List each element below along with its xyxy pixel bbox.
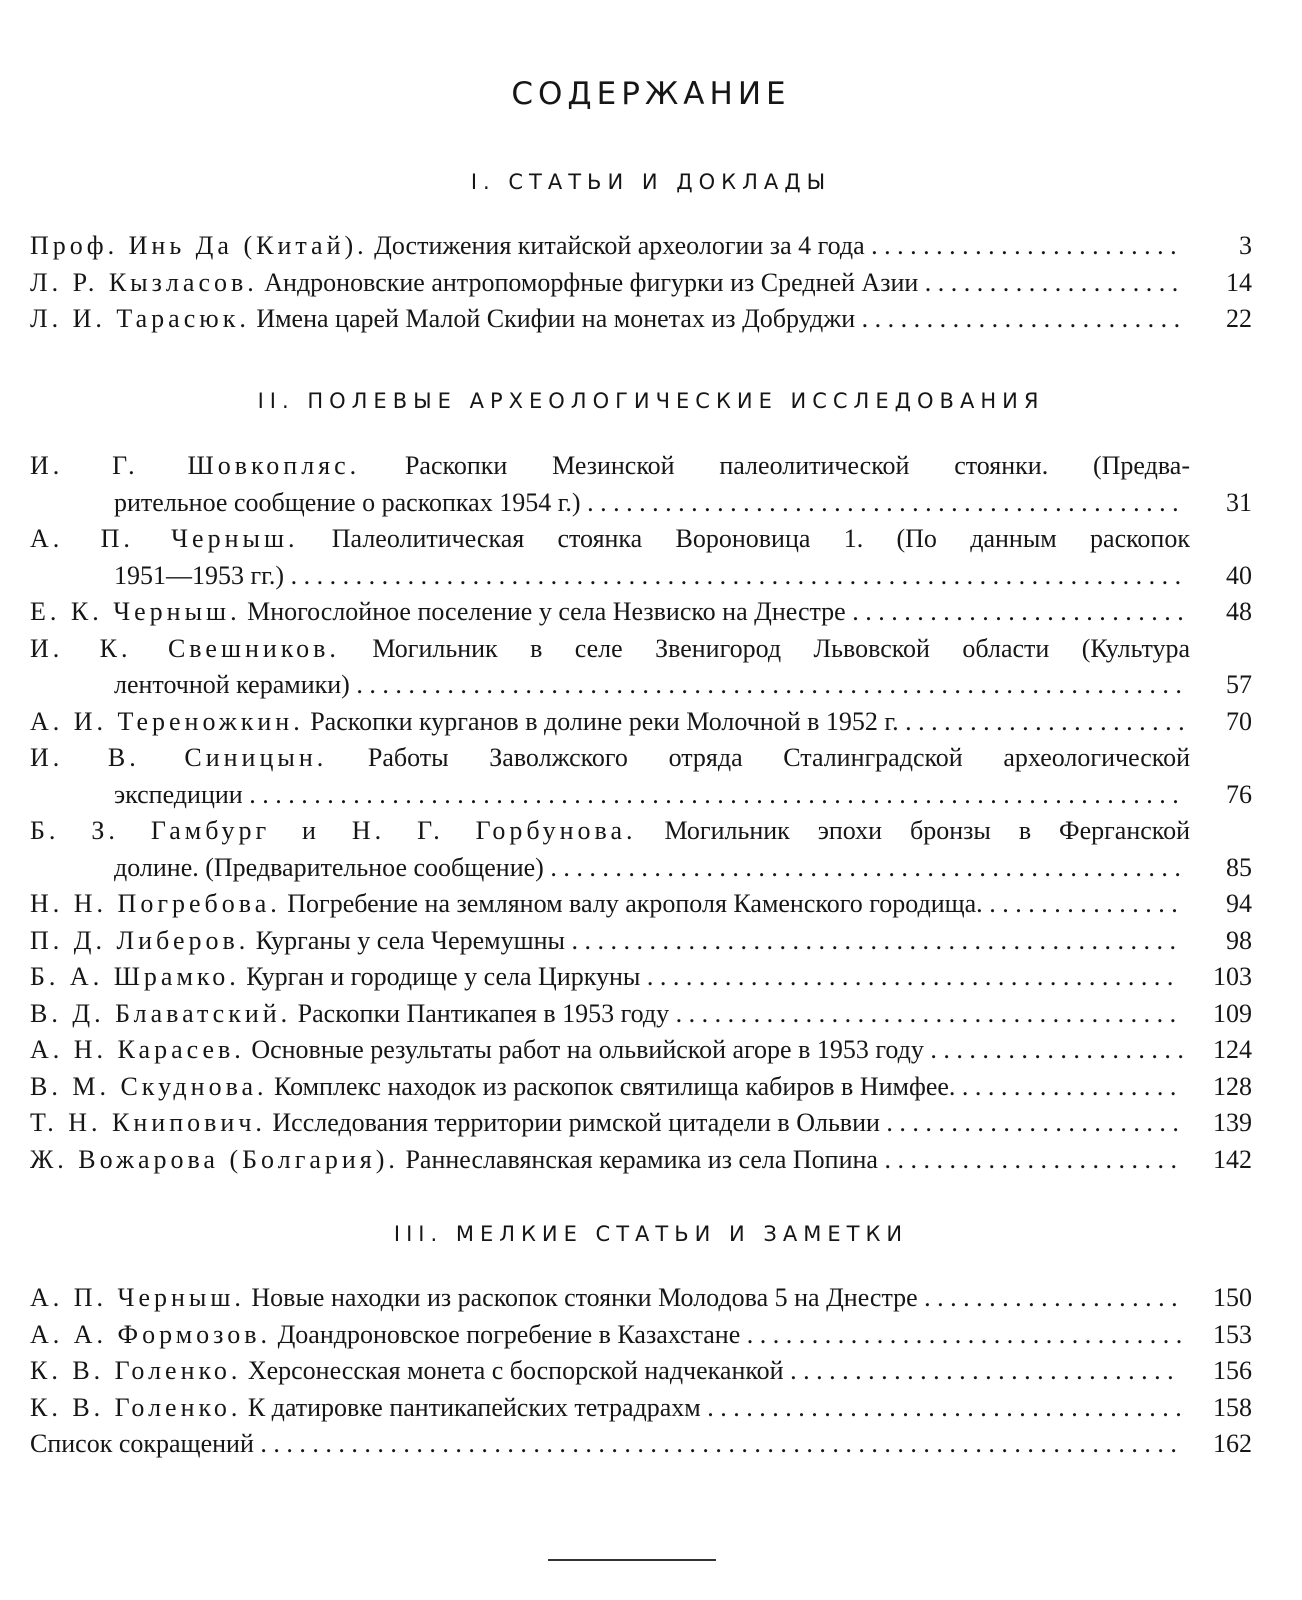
page-number: 128 [1213,1071,1252,1101]
entry-title: рительное сообщение о раскопках 1954 г.) [114,487,581,517]
toc-entry[interactable] [30,813,1252,886]
toc-entry[interactable] [30,1317,1252,1354]
entry-title: Погребение на земляном валу акрополя Каменского городища. [287,889,983,918]
page-number: 139 [1213,1108,1252,1137]
entry-title: Работы Заволжского отряда Сталинградской археологической [367,743,1190,772]
dot-leader: . . . . . . . . . . . . . . . . . . . . . . . . . . . . . . . . . . [740,1319,1183,1349]
dot-leader: . . . . . . . . . . . . . . . . . . . . [917,1283,1178,1312]
toc-entry[interactable] [30,301,1252,338]
toc-entry[interactable] [30,1280,1252,1317]
entry-title: Курганы у села Черемушны [255,925,565,955]
toc-entry[interactable] [30,1390,1252,1427]
page-number: 31 [1226,487,1252,517]
dot-leader: . . . . . . . . . . . . . . . . . . . . . . . . . . . . . . . . . . . . . . . . . . . . . . . . . . . . . . . . . . . . . . . . . . . . . [284,560,1182,590]
page-number: 3 [1239,231,1252,260]
page-title: СОДЕРЖАНИЕ [511,76,791,112]
entry-author: Проф. Инь Да (Китай). [30,231,368,260]
entry-author: В. М. Скуднова. [30,1071,268,1101]
toc-entry[interactable] [30,448,1252,521]
dot-leader: . . . . . . . . . . . . . . . . . . . . . . . . . . [845,597,1184,626]
entry-title: Комплекс находок из раскопок святилища кабиров в Нимфее. [274,1071,956,1101]
section-heading: III. МЕЛКИЕ СТАТЬИ И ЗАМЕТКИ [393,1222,909,1246]
toc-entry[interactable] [30,886,1252,923]
entry-title: К датировке пантикапейских тетрадрахм [247,1392,701,1422]
entry-author: Т. Н. Книпович. [30,1108,266,1137]
dot-leader: . . . . . . . . . . . . . . . . . . . . . . . . [864,231,1177,260]
page-number: 162 [1213,1429,1252,1458]
entry-title: долине. (Предварительное сообщение) [114,852,544,882]
dot-leader: . . . . . . . . . . . . . . . . . . . . . . . . . . . . . . . . . . . . . [700,1392,1182,1422]
dot-leader: . . . . . . . . . . . . . . . . . . . . . . . . . . . . . . . . . . . . . . . [669,998,1177,1028]
dot-leader: . . . . . . . . . . . . . . . [982,889,1178,918]
page-number: 22 [1226,304,1252,333]
toc-entry[interactable] [30,704,1252,741]
toc-entry[interactable] [30,996,1252,1033]
footer-rule [548,1559,716,1561]
entry-author: Л. И. Тарасюк. [30,304,250,333]
dot-leader: . . . . . . . . . . . . . . . . . . . . [923,1035,1184,1064]
page-number: 124 [1213,1035,1252,1064]
dot-leader: . . . . . . . . . . . . . . . . . [955,1071,1177,1101]
toc-entry[interactable] [30,1353,1252,1390]
entry-author: Л. Р. Кызласов. [30,267,258,297]
entry-author: И. Г. Шовкопляс. [30,451,361,480]
page-number: 48 [1226,597,1252,626]
toc-entry[interactable] [30,1142,1252,1179]
toc-entry[interactable] [30,1105,1252,1142]
page-number: 142 [1213,1144,1252,1174]
toc-entry[interactable] [30,265,1252,302]
entry-author: А. А. Формозов. [30,1319,272,1349]
page-number: 40 [1226,560,1252,590]
toc-list [30,228,1252,338]
entry-author: А. П. Черныш. [30,1283,245,1312]
entry-title: Основные результаты работ на ольвийской агоре в 1953 году [251,1035,924,1064]
page-number: 156 [1213,1356,1252,1385]
entry-title: Раскопки Мезинской палеолитической стоянки. (Предва- [404,451,1190,480]
page-number: 76 [1226,779,1252,809]
section-heading: II. ПОЛЕВЫЕ АРХЕОЛОГИЧЕСКИЕ ИССЛЕДОВАНИЯ [257,389,1045,413]
toc-entry[interactable] [30,959,1252,996]
page-number: 158 [1213,1392,1252,1422]
entry-title: 1951—1953 гг.) [114,560,285,590]
entry-title: Раннеславянская керамика из села Попина [405,1144,878,1174]
entry-title: Могильник в селе Звенигород Львовской области (Культура [372,633,1190,663]
dot-leader: . . . . . . . . . . . . . . . . . . . . . . . . . . . . . . [783,1356,1174,1385]
page-number: 150 [1213,1283,1252,1312]
toc-entry[interactable] [30,923,1252,960]
entry-title: ленточной керамики) [114,670,350,699]
entry-title: Многослойное поселение у села Незвиско на Днестре [247,597,846,626]
entry-author: И. К. Свешников. [30,633,340,663]
toc-entry[interactable] [30,740,1252,813]
page-number: 103 [1213,962,1252,991]
entry-author: К. В. Голенко. [30,1356,242,1385]
entry-title: Курган и городище у села Циркуны [246,962,641,991]
page-number: 14 [1226,267,1252,297]
entry-author: П. Д. Либеров. [30,925,250,955]
entry-title: экспедиции [114,779,243,809]
toc-entry[interactable] [30,1032,1252,1069]
dot-leader: . . . . . . . . . . . . . . . . . . . . . . . . . . . . . . . . . . . . . . . . . . . . . . . . . . . . . . . . . . . . . . . . . . . . . . . [253,1429,1177,1458]
page-number: 98 [1226,925,1252,955]
entry-author: Ж. Вожарова (Болгария). [30,1144,399,1174]
toc-entry[interactable] [30,228,1252,265]
page-number: 57 [1226,670,1252,699]
dot-leader: . . . . . . . . . . . . . . . . . . . . [918,267,1179,297]
entry-author: К. В. Голенко. [30,1392,242,1422]
entry-author: А. И. Тереножкин. [30,706,304,736]
toc-entry[interactable] [30,631,1252,704]
entry-author: Е. К. Черныш. [30,597,241,626]
entry-title: Исследования территории римской цитадели в Ольвии [272,1108,880,1137]
entry-title: Андроновские антропоморфные фигурки из Средней Азии [264,267,919,297]
entry-title: Могильник эпохи бронзы в Ферганской [664,816,1190,845]
toc-list [30,448,1252,1178]
dot-leader: . . . . . . . . . . . . . . . . . . . . . . . [877,1144,1177,1174]
toc-list [30,1280,1252,1463]
section-heading: I. СТАТЬИ И ДОКЛАДЫ [470,170,832,194]
dot-leader: . . . . . . . . . . . . . . . . . . . . . . . . . . . . . . . . . . . . . . . . . . . . . . . . . . . . . . . . . . . . . . . . . . . . . . . . [242,779,1179,809]
entry-author: И. В. Синицын. [30,743,328,772]
entry-title: Новые находки из раскопок стоянки Молодова 5 на Днестре [251,1283,918,1312]
entry-title: Раскопки Пантикапея в 1953 году [297,998,670,1028]
dot-leader: . . . . . . . . . . . . . . . . . . . . . . . . . . . . . . . . . . . . . . . . . . . . . . [580,487,1179,517]
page-number: 85 [1226,852,1252,882]
dot-leader: . . . . . . . . . . . . . . . . . . . . . . . . . . . . . . . . . . . . . . . . . [640,962,1174,991]
dot-leader: . . . . . . . . . . . . . . . . . . . . . . . . . [855,304,1181,333]
toc-entry[interactable] [30,521,1252,594]
entry-author: А. Н. Карасев. [30,1035,245,1064]
entry-title: Доандроновское погребение в Казахстане [277,1319,741,1349]
entry-author: А. П. Черныш. [30,524,299,553]
entry-author: Б. А. Шрамко. [30,962,240,991]
entry-author: Б. З. Гамбург и Н. Г. Горбунова. [30,816,637,845]
dot-leader: . . . . . . . . . . . . . . . . . . . . . . [898,706,1185,736]
dot-leader: . . . . . . . . . . . . . . . . . . . . . . . . . . . . . . . . . . . . . . . . . . . . . . . . . . . . . . . . . . . . . . . . [349,670,1182,699]
entry-author: Н. Н. Погребова. [30,889,281,918]
toc-entry[interactable] [30,1426,1252,1463]
dot-leader: . . . . . . . . . . . . . . . . . . . . . . . [879,1108,1179,1137]
page-number: 109 [1213,998,1252,1028]
entry-title: Херсонесская монета с боспорской надчеканкой [247,1356,784,1385]
entry-title: Раскопки курганов в долине реки Молочной в 1952 г. [310,706,899,736]
dot-leader: . . . . . . . . . . . . . . . . . . . . . . . . . . . . . . . . . . . . . . . . . . . . . . . . . [543,852,1181,882]
entry-title: Список сокращений [30,1429,254,1458]
page-number: 70 [1226,706,1252,736]
entry-author: В. Д. Блаватский. [30,998,292,1028]
page-number: 153 [1213,1319,1252,1349]
entry-title: Палеолитическая стоянка Вороновица 1. (По данным раскопок [331,524,1190,553]
page-number: 94 [1226,889,1252,918]
entry-title: Достижения китайской археологии за 4 года [374,231,865,260]
entry-title: Имена царей Малой Скифии на монетах из Добруджи [256,304,856,333]
toc-entry[interactable] [30,594,1252,631]
toc-entry[interactable] [30,1069,1252,1106]
dot-leader: . . . . . . . . . . . . . . . . . . . . . . . . . . . . . . . . . . . . . . . . . . . . . . . [565,925,1176,955]
